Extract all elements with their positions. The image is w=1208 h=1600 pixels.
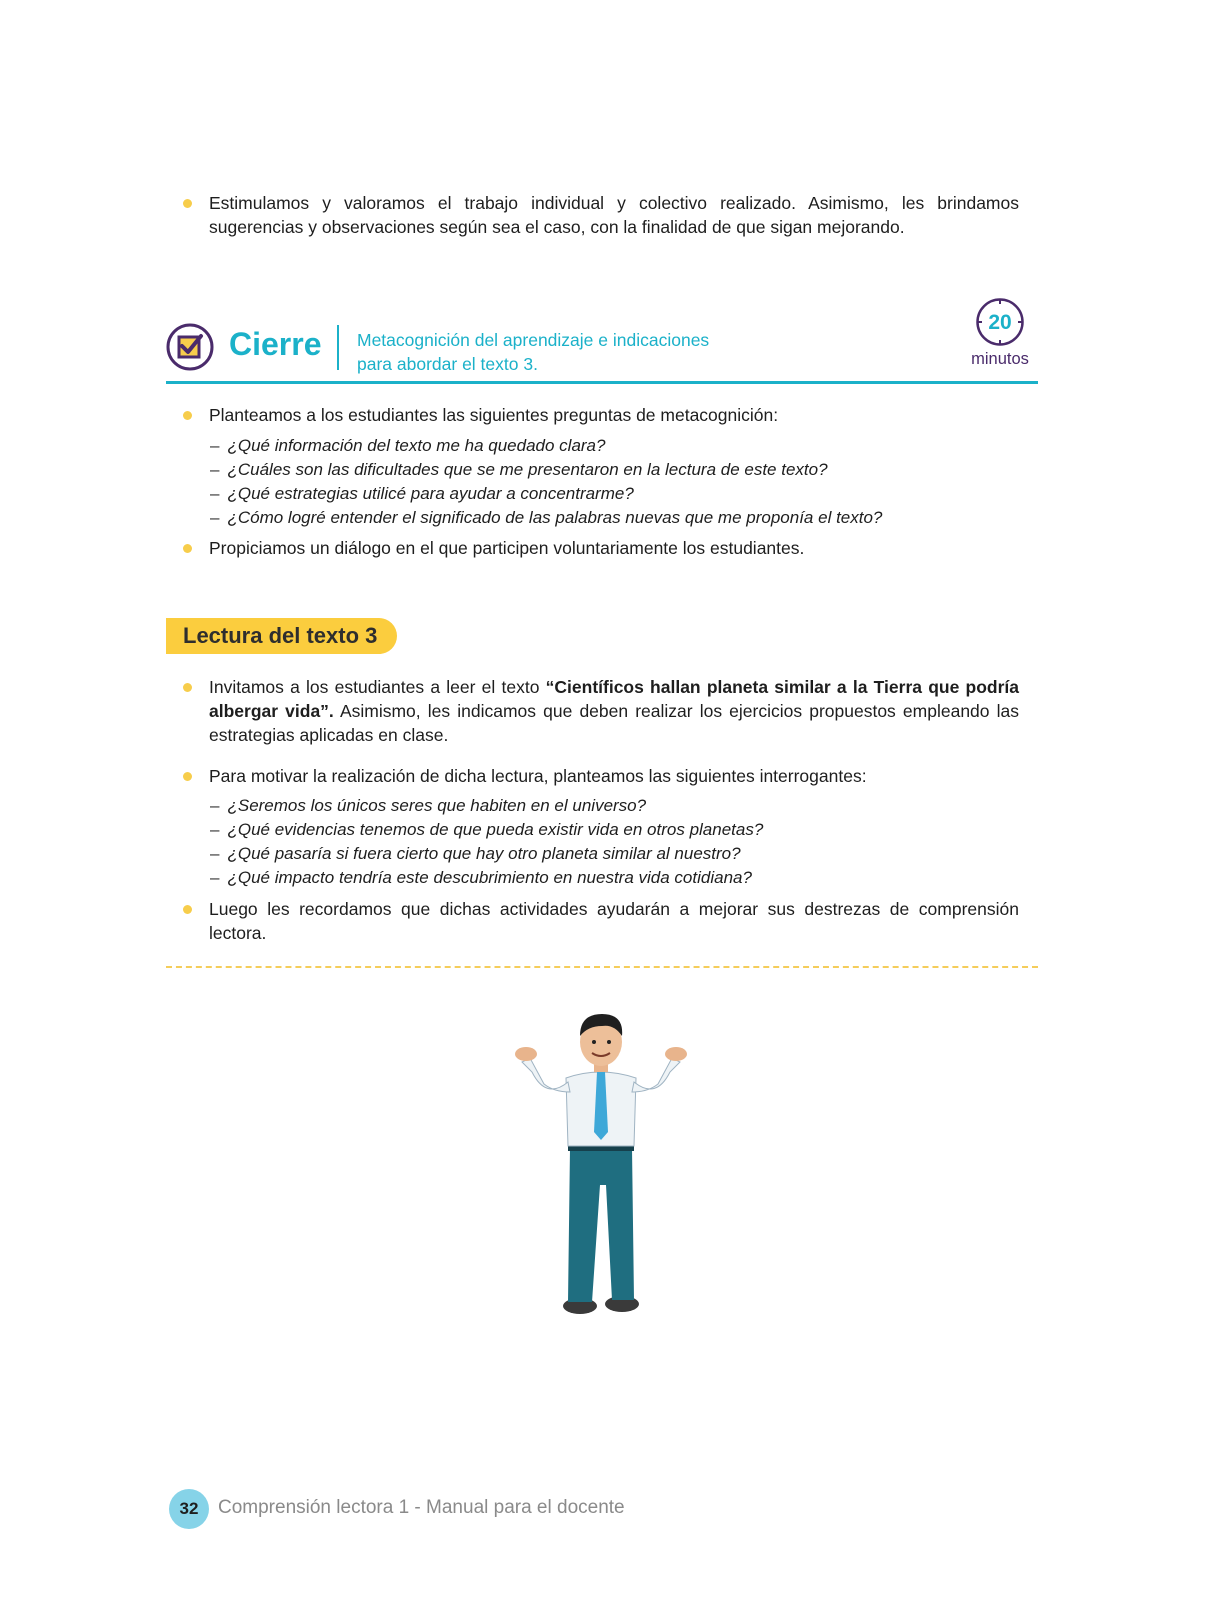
bullet-text [209, 675, 1019, 747]
intro-bullet [183, 191, 1019, 239]
text-title-bold: “Científicos hallan planeta similar a la Tierra que podría albergar vida”. [209, 677, 1019, 721]
bullet-text: Propiciamos un diálogo en el que participen voluntariamente los estudiantes. [209, 538, 805, 558]
description-line: Metacognición del aprendizaje e indicaciones [357, 330, 710, 350]
question-item: – ¿Seremos los únicos seres que habiten en el universo? [210, 796, 647, 815]
section-tag: Lectura del texto 3 [166, 618, 397, 654]
checkbox-icon [166, 323, 214, 371]
bullet-dot [183, 683, 192, 692]
section-title: Cierre [229, 326, 322, 362]
question-item: – ¿Qué estrategias utilicé para ayudar a concentrarme? [210, 484, 634, 503]
question-item: – ¿Cuáles son las dificultades que se me presentaron en la lectura de este texto? [210, 460, 828, 479]
section-description [357, 328, 709, 376]
timer-unit: minutos [971, 350, 1029, 368]
intro-text: Estimulamos y valoramos el trabajo individual y colectivo realizado. Asimismo, les brindamos sugerencias y observaciones según sea el caso, con la finalidad de que sigan mejorando. [209, 193, 1019, 237]
question-text: ¿Cuáles son las dificultades que se me presentaron en la lectura de este texto? [227, 460, 828, 479]
question-text: ¿Qué estrategias utilicé para ayudar a concentrarme? [227, 484, 634, 503]
page-number: 32 [169, 1489, 209, 1529]
bullet-dot [183, 544, 192, 553]
bullet-dot [183, 905, 192, 914]
question-item: – ¿Qué evidencias tenemos de que pueda existir vida en otros planetas? [210, 820, 764, 839]
question-text: ¿Seremos los únicos seres que habiten en el universo? [227, 796, 647, 815]
question-item: – ¿Cómo logré entender el significado de las palabras nuevas que me proponía el texto? [210, 508, 883, 527]
teacher-illustration [510, 1000, 700, 1320]
text-span: Asimismo, les indicamos que deben realizar los ejercicios propuestos empleando las estrategias aplicadas en clase. [209, 701, 1019, 745]
bullet-dot [183, 199, 192, 208]
cierre-bullet-2 [183, 536, 1019, 560]
bullet-text: Planteamos a los estudiantes las siguientes preguntas de metacognición: [209, 405, 779, 425]
cierre-bullet-1 [183, 403, 1019, 427]
question-item: – ¿Qué pasaría si fuera cierto que hay otro planeta similar al nuestro? [210, 844, 741, 863]
dashed-divider [166, 966, 1038, 968]
bullet-dot [183, 411, 192, 420]
question-text: ¿Qué impacto tendría este descubrimiento en nuestra vida cotidiana? [227, 868, 752, 887]
bullet-text: Luego les recordamos que dichas actividades ayudarán a mejorar sus destrezas de comprensión lectora. [209, 899, 1019, 943]
bullet-text: Para motivar la realización de dicha lectura, planteamos las siguientes interrogantes: [209, 766, 867, 786]
title-separator [337, 325, 339, 370]
question-text: ¿Qué evidencias tenemos de que pueda existir vida en otros planetas? [227, 820, 764, 839]
lectura-bullet-3 [183, 897, 1019, 945]
bullet-dot [183, 772, 192, 781]
question-text: ¿Cómo logré entender el significado de las palabras nuevas que me proponía el texto? [227, 508, 883, 527]
footer-title: Comprensión lectora 1 - Manual para el docente [218, 1497, 625, 1518]
lectura-bullet-2 [183, 764, 1019, 788]
section-rule [166, 381, 1038, 384]
question-text: ¿Qué información del texto me ha quedado clara? [227, 436, 606, 455]
question-item: – ¿Qué impacto tendría este descubrimiento en nuestra vida cotidiana? [210, 868, 752, 887]
description-line: para abordar el texto 3. [357, 354, 538, 374]
text-span: Invitamos a los estudiantes a leer el texto [209, 677, 546, 697]
question-item: – ¿Qué información del texto me ha quedado clara? [210, 436, 606, 455]
lectura-bullet-1 [183, 675, 1019, 747]
question-text: ¿Qué pasaría si fuera cierto que hay otro planeta similar al nuestro? [227, 844, 741, 863]
timer-value: 20 [988, 311, 1012, 334]
